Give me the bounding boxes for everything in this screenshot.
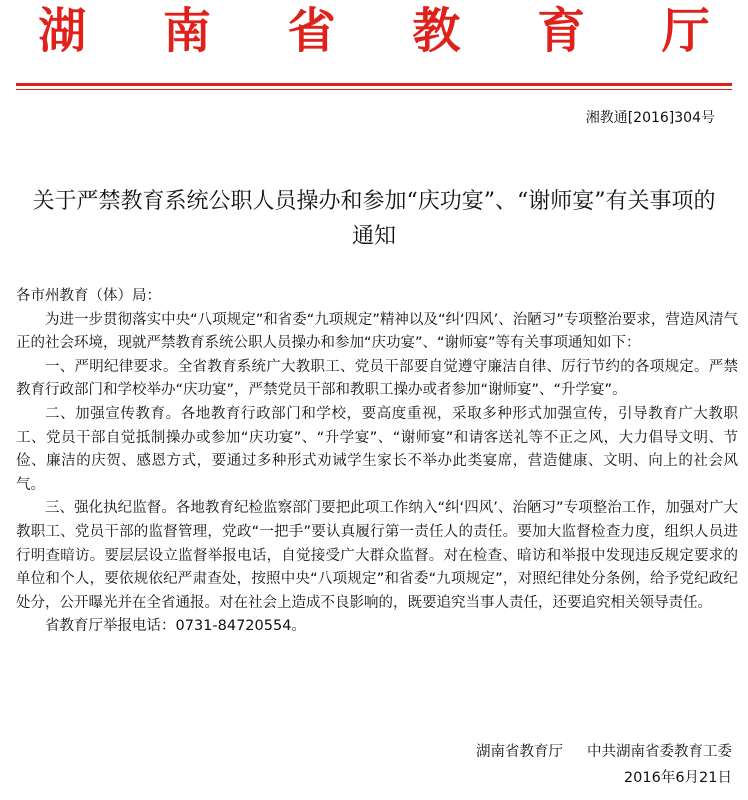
salutation: 各市州教育（体）局： [16,288,161,304]
paragraph-section-1: 一、严明纪律要求。全省教育系统广大教职工、党员干部要自觉遵守廉洁自律、厉行节约的各项规定。严禁教育行政部门和学校举办“庆功宴”，严禁党员干部和教职工操办或者参加“谢师宴”、“升学宴”。 [16,358,738,399]
letterhead-title: 湖 南 省 教 育 厅 [38,3,740,59]
paragraph-intro: 为进一步贯彻落实中央“八项规定”和省委“九项规定”精神以及“纠‘四风’、治陋习”专项整治要求，营造风清气正的社会环境，现就严禁教育系统公职人员操办和参加“庆功宴”、“谢师宴”等有关事项通知如下： [16,311,738,352]
letterhead [0,0,748,100]
document-number: 湘教通[2016]304号 [585,110,715,126]
paragraph-hotline: 省教育厅举报电话：0731-84720554。 [45,618,306,635]
document-body [16,285,738,639]
signatories [476,742,732,762]
signer-committee: 中共湖南省委教育工委 [587,744,732,760]
document-title: 关于严禁教育系统公职人员操办和参加“庆功宴”、“谢师宴”有关事项的通知 [32,189,716,249]
paragraph-section-3: 三、强化执纪监督。各地教育纪检监察部门要把此项工作纳入“纠‘四风’、治陋习”专项整治工作，加强对广大教职工、党员干部的监督管理，党政“一把手”要认真履行第一责任人的责任。要加大监督检查力度，组织人员进行明查暗访。要层层设立监督举报电话，自觉接受广大群众监督。对在检查、暗访和举报中发现违反规定要求的单位和个人，要依规依纪严肃查处，按照中央“八项规定”和省委“九项规定”，对照纪律处分条例，给予党纪政纪处分，公开曝光并在全省通报。对在社会上造成不良影响的，既要追究当事人责任，还要追究相关领导责任。 [16,500,738,611]
letterhead-rule-thick [16,83,732,86]
issue-date: 2016年6月21日 [623,770,732,786]
letterhead-rule-thin [16,89,732,90]
signer-department: 湖南省教育厅 [476,744,563,760]
paragraph-section-2: 二、加强宣传教育。各地教育行政部门和学校，要高度重视，采取多种形式加强宣传，引导教育广大教职工、党员干部自觉抵制操办或参加“庆功宴”、“升学宴”、“谢师宴”和请客送礼等不正之风，大力倡导文明、节俭、廉洁的庆贺、感恩方式，要通过多种形式劝诫学生家长不举办此类宴席，营造健康、文明、向上的社会风气。 [16,405,738,493]
